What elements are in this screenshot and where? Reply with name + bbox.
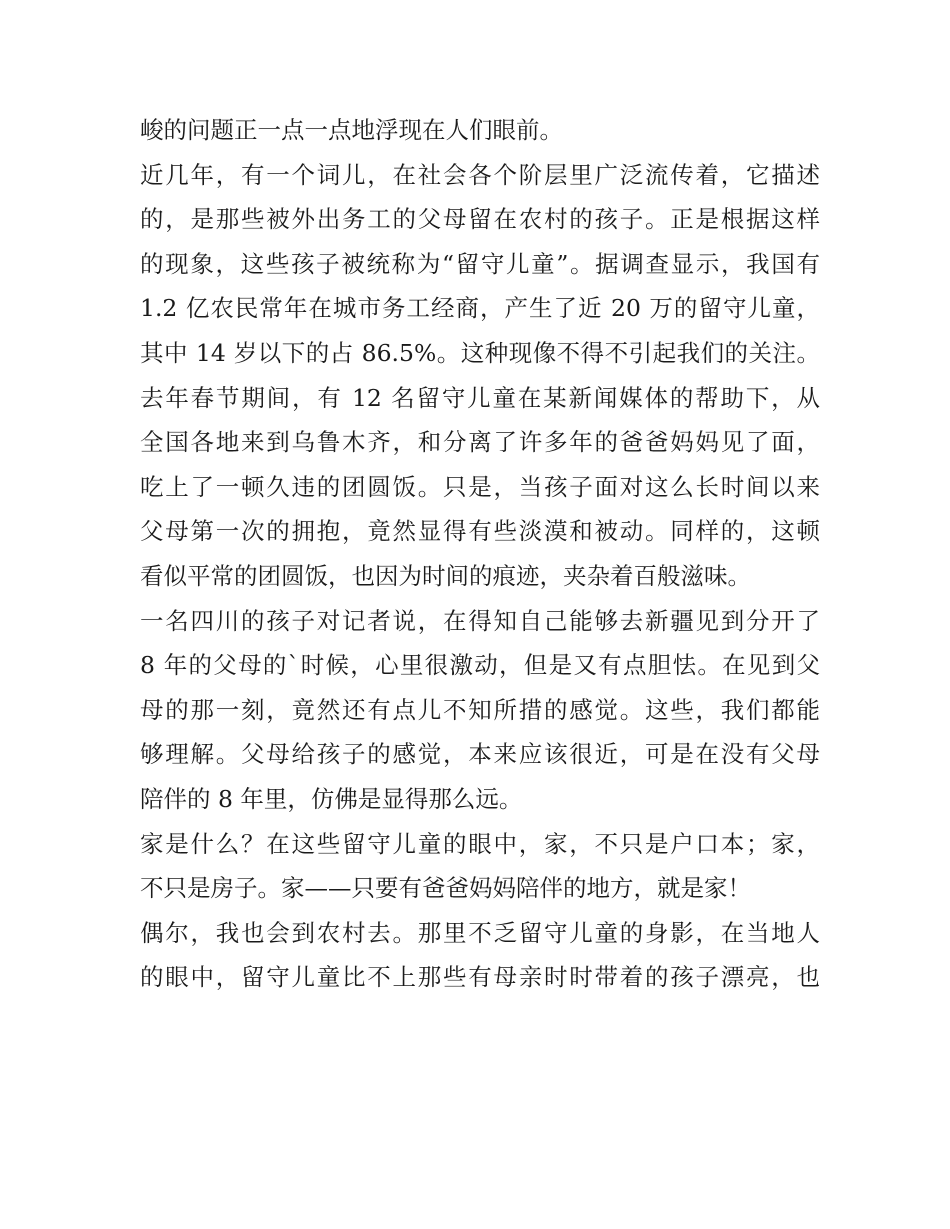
text-line: 的，是那些被外出务工的父母留在农村的孩子。正是根据这样 [140, 205, 820, 234]
text-line: 的现象，这些孩子被统称为“留守儿童”。据调查显示，我国有 [140, 249, 820, 278]
text-line: 够理解。父母给孩子的感觉，本来应该很近，可是在没有父母 [140, 740, 820, 769]
text-line: 一名四川的孩子对记者说，在得知自己能够去新疆见到分开了 [140, 606, 820, 635]
text-line: 不只是房子。家——只要有爸爸妈妈陪伴的地方，就是家！ [140, 874, 751, 903]
text-line: 陪伴的 8 年里，仿佛是显得那么远。 [140, 784, 523, 813]
text-line: 峻的问题正一点一点地浮现在人们眼前。 [140, 116, 563, 144]
text-line: 其中 14 岁以下的占 86.5%。这种现像不得不引起我们的关注。 [140, 338, 820, 367]
text-line: 去年春节期间，有 12 名留守儿童在某新闻媒体的帮助下，从 [140, 383, 820, 412]
body-text [140, 108, 820, 1000]
text-line: 1.2 亿农民常年在城市务工经商，产生了近 20 万的留守儿童， [140, 294, 820, 323]
text-line: 家是什么？在这些留守儿童的眼中，家，不只是户口本；家， [140, 829, 820, 858]
text-line: 的眼中，留守儿童比不上那些有母亲时时带着的孩子漂亮，也 [140, 963, 820, 992]
text-line: 父母第一次的拥抱，竟然显得有些淡漠和被动。同样的，这顿 [140, 517, 820, 546]
text-line: 母的那一刻，竟然还有点儿不知所措的感觉。这些，我们都能 [140, 695, 820, 724]
text-line: 8 年的父母的`时候，心里很激动，但是又有点胆怯。在见到父 [140, 651, 820, 680]
text-line: 看似平常的团圆饭，也因为时间的痕迹，夹杂着百般滋味。 [140, 561, 751, 590]
text-line: 吃上了一顿久违的团圆饭。只是，当孩子面对这么长时间以来 [140, 472, 820, 501]
text-line: 偶尔，我也会到农村去。那里不乏留守儿童的身影，在当地人 [140, 918, 820, 947]
text-line: 全国各地来到乌鲁木齐，和分离了许多年的爸爸妈妈见了面， [140, 428, 820, 457]
text-line: 近几年，有一个词儿，在社会各个阶层里广泛流传着，它描述 [140, 160, 820, 189]
